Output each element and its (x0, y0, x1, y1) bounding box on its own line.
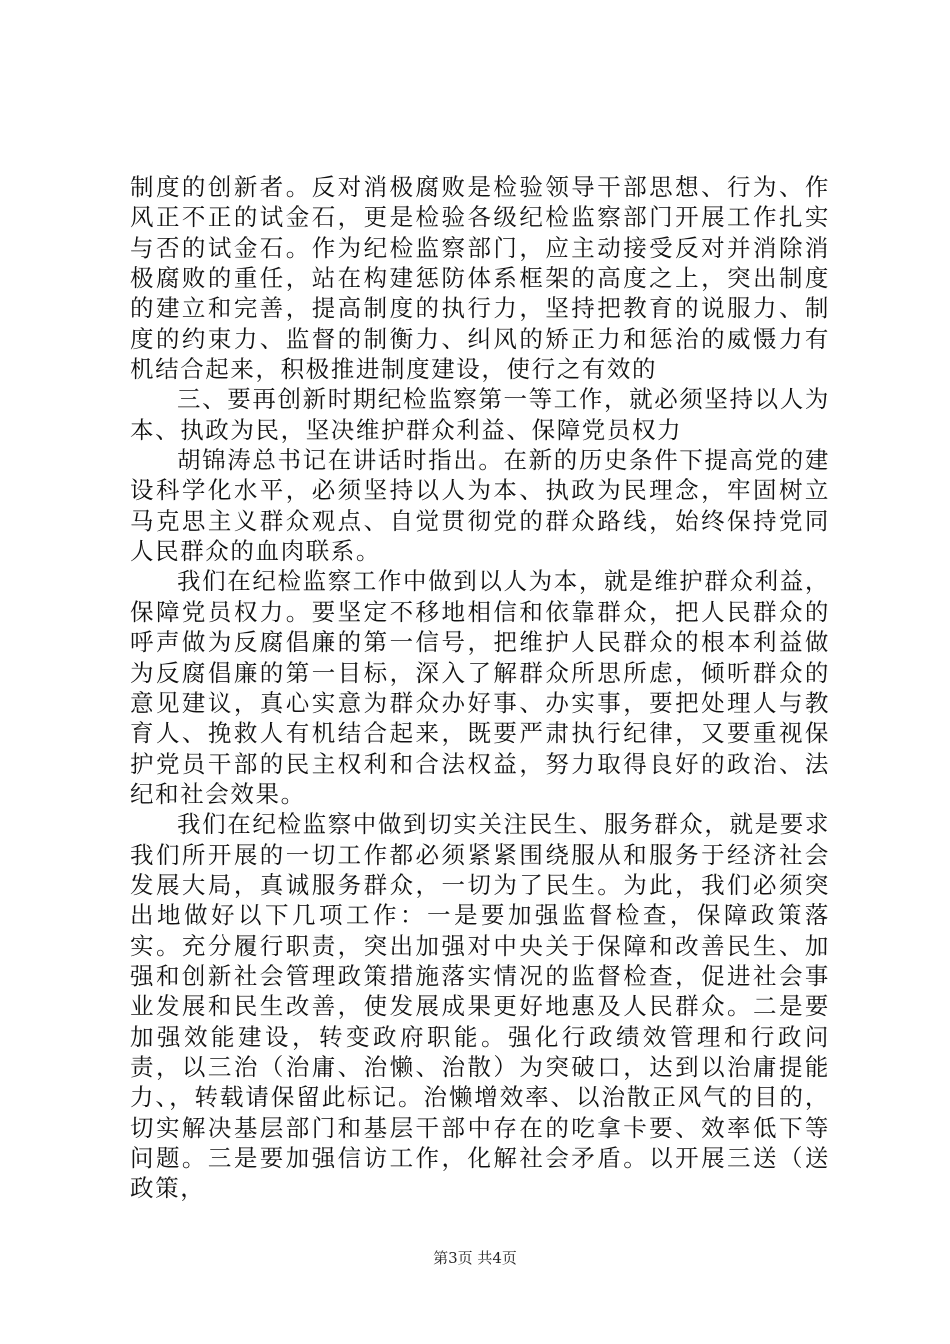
page-number-label: 第3页 共4页 (433, 1249, 517, 1267)
paragraph-4: 我们在纪检监察工作中做到以人为本，就是维护群众利益，保障党员权力。要坚定不移地相信和依靠群众，把人民群众的呼声做为反腐倡廉的第一信号，把维护人民群众的根本利益做为反腐倡廉的第一目标，深入了解群众所思所虑，倾听群众的意见建议，真心实意为群众办好事、办实事，要把处理人与教育人、挽救人有机结合起来，既要严肃执行纪律，又要重视保护党员干部的民主权利和合法权益，努力取得良好的政治、法纪和社会效果。 (130, 567, 830, 808)
paragraph-2-section-heading: 三、要再创新时期纪检监察第一等工作，就必须坚持以人为本、执政为民，坚决维护群众利益、保障党员权力 (130, 385, 830, 444)
paragraph-1: 制度的创新者。反对消极腐败是检验领导干部思想、行为、作风正不正的试金石，更是检验各级纪检监察部门开展工作扎实与否的试金石。作为纪检监察部门，应主动接受反对并消除消极腐败的重任，站在构建惩防体系框架的高度之上，突出制度的建立和完善，提高制度的执行力，坚持把教育的说服力、制度的约束力、监督的制衡力、纠风的矫正力和惩治的威慑力有机结合起来，积极推进制度建设，使行之有效的 (130, 173, 830, 384)
paragraph-5: 我们在纪检监察中做到切实关注民生、服务群众，就是要求我们所开展的一切工作都必须紧紧围绕服从和服务于经济社会发展大局，真诚服务群众，一切为了民生。为此，我们必须突出地做好以下几项工作：一是要加强监督检查，保障政策落实。充分履行职责，突出加强对中央关于保障和改善民生、加强和创新社会管理政策措施落实情况的监督检查，促进社会事业发展和民生改善，使发展成果更好地惠及人民群众。二是要加强效能建设，转变政府职能。强化行政绩效管理和行政问责，以三治（治庸、治懒、治散）为突破口，达到以治庸提能力、，转载请保留此标记。治懒增效率、以治散正风气的目的，切实解决基层部门和基层干部中存在的吃拿卡要、效率低下等问题。三是要加强信访工作，化解社会矛盾。以开展三送（送政策， (130, 810, 830, 1203)
document-body (130, 172, 830, 1204)
page-footer (0, 1247, 950, 1268)
paragraph-3: 胡锦涛总书记在讲话时指出。在新的历史条件下提高党的建设科学化水平，必须坚持以人为本、执政为民理念，牢固树立马克思主义群众观点、自觉贯彻党的群众路线，始终保持党同人民群众的血肉联系。 (130, 446, 830, 566)
